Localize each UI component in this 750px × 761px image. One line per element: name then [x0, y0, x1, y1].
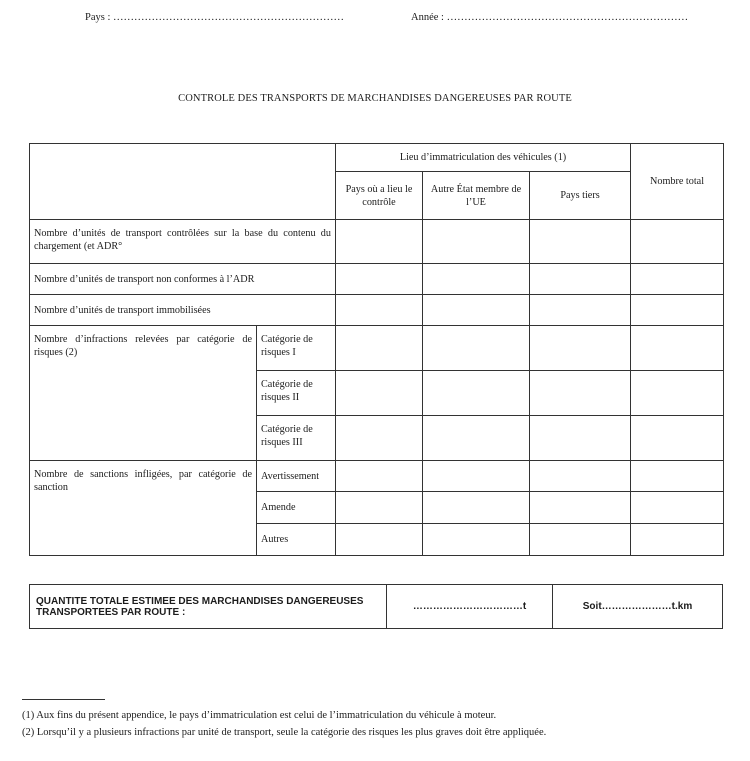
document-title: CONTROLE DES TRANSPORTS DE MARCHANDISES DANGEREUSES PAR ROUTE — [178, 93, 572, 104]
total-tkm-field: Soit…………………t.km — [553, 585, 723, 629]
column-header-control-country: Pays où a lieu le contrôle — [336, 172, 423, 220]
footnote-2: (2) Lorsqu’il y a plusieurs infractions par unité de transport, seule la catégorie des risques les plus graves doit être appliquée. — [22, 727, 547, 738]
footnote-1: (1) Aux fins du présent appendice, le pays d’immatriculation est celui de l’immatriculation du véhicule à moteur. — [22, 710, 497, 721]
country-field: Pays : ………………………………………………………… — [85, 12, 345, 23]
data-cell — [423, 371, 530, 416]
risk-category-2: Catégorie de risques II — [257, 371, 336, 416]
data-cell — [631, 524, 724, 556]
risk-category-3: Catégorie de risques III — [257, 416, 336, 461]
total-column-header: Nombre total — [631, 144, 724, 220]
data-cell — [631, 264, 724, 295]
row-label-infractions: Nombre d’infractions relevées par catégorie de risques (2) — [30, 326, 257, 461]
data-cell — [423, 524, 530, 556]
data-cell — [336, 295, 423, 326]
data-cell — [336, 524, 423, 556]
data-cell — [631, 461, 724, 492]
data-cell — [631, 492, 724, 524]
data-cell — [336, 461, 423, 492]
data-cell — [336, 492, 423, 524]
total-quantity-label: QUANTITE TOTALE ESTIMEE DES MARCHANDISES DANGEREUSES TRANSPORTEES PAR ROUTE : — [30, 585, 387, 629]
data-cell — [530, 416, 631, 461]
data-cell — [423, 461, 530, 492]
row-label-non-compliant: Nombre d’unités de transport non conformes à l’ADR — [30, 264, 336, 295]
data-cell — [631, 295, 724, 326]
total-quantity-box — [29, 584, 723, 629]
total-tonnes-field: ……………………………t — [387, 585, 553, 629]
control-table — [29, 143, 724, 556]
data-cell — [423, 295, 530, 326]
data-cell — [530, 220, 631, 264]
row-label-sanctions: Nombre de sanctions infligées, par catégorie de sanction — [30, 461, 257, 556]
footnote-separator — [22, 699, 105, 700]
column-header-other-eu-state: Autre État membre de l’UE — [423, 172, 530, 220]
data-cell — [423, 264, 530, 295]
column-header-third-country: Pays tiers — [530, 172, 631, 220]
data-cell — [336, 326, 423, 371]
data-cell — [423, 326, 530, 371]
data-cell — [530, 326, 631, 371]
sanction-fine: Amende — [257, 492, 336, 524]
data-cell — [423, 492, 530, 524]
row-label-immobilised: Nombre d’unités de transport immobilisées — [30, 295, 336, 326]
data-cell — [423, 416, 530, 461]
data-cell — [530, 524, 631, 556]
data-cell — [530, 461, 631, 492]
data-cell — [631, 220, 724, 264]
year-field: Année : …………………………………………………………… — [411, 12, 689, 23]
data-cell — [631, 416, 724, 461]
data-cell — [530, 264, 631, 295]
data-cell — [530, 492, 631, 524]
data-cell — [530, 295, 631, 326]
risk-category-1: Catégorie de risques I — [257, 326, 336, 371]
corner-cell — [30, 144, 336, 220]
sanction-other: Autres — [257, 524, 336, 556]
data-cell — [423, 220, 530, 264]
data-cell — [631, 326, 724, 371]
sanction-warning: Avertissement — [257, 461, 336, 492]
data-cell — [336, 416, 423, 461]
data-cell — [336, 371, 423, 416]
data-cell — [530, 371, 631, 416]
row-label-units-checked: Nombre d’unités de transport contrôlées sur la base du contenu du chargement (et ADR° — [30, 220, 336, 264]
data-cell — [336, 264, 423, 295]
data-cell — [631, 371, 724, 416]
registration-group-header: Lieu d’immatriculation des véhicules (1) — [336, 144, 631, 172]
data-cell — [336, 220, 423, 264]
